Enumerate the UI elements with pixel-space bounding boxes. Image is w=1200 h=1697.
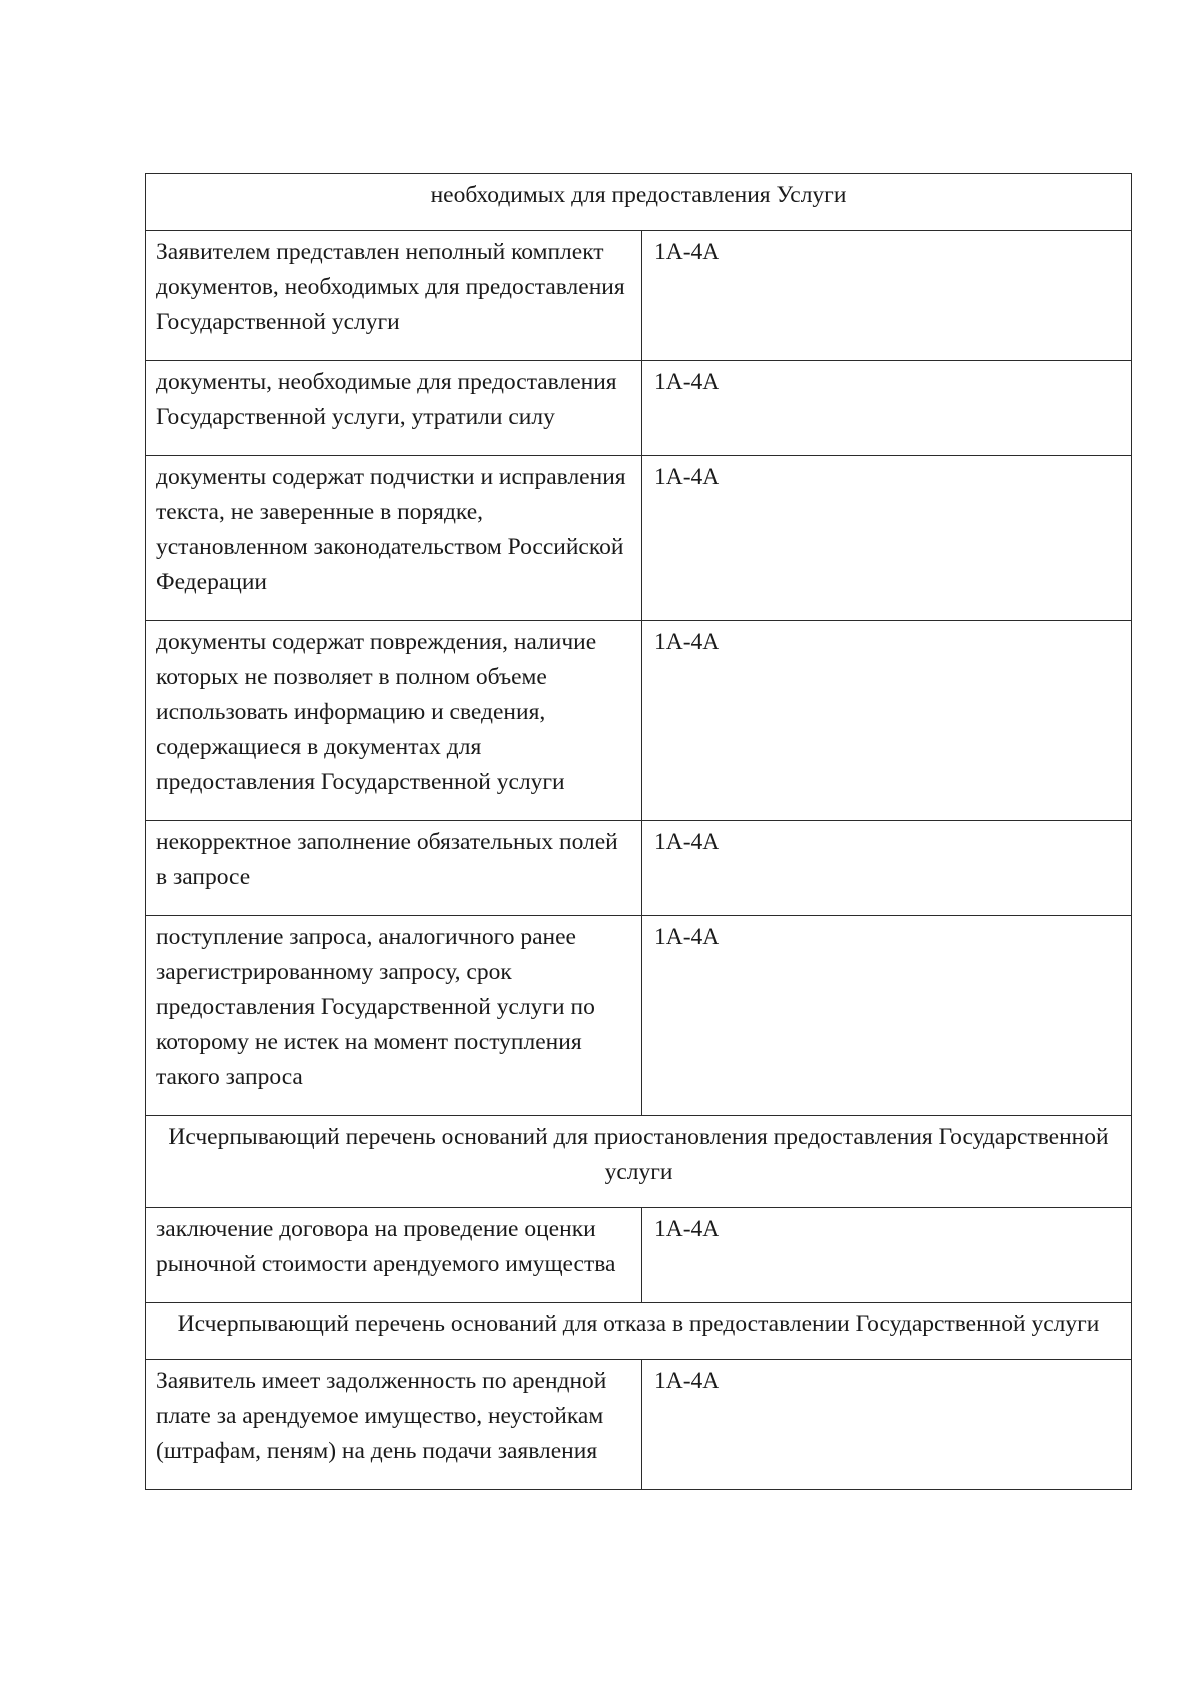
- section-header-row: [146, 174, 1132, 231]
- reason-cell: Заявитель имеет задолженность по арендной плате за арендуемое имущество, неустойкам (штрафам, пеням) на день подачи заявления: [146, 1360, 642, 1490]
- table-row: [146, 231, 1132, 361]
- reason-cell: документы, необходимые для предоставления Государственной услуги, утратили силу: [146, 361, 642, 456]
- table-row: [146, 916, 1132, 1116]
- table-row: [146, 1208, 1132, 1303]
- code-cell: 1А-4А: [642, 916, 1132, 1116]
- section-header-row: [146, 1303, 1132, 1360]
- section-header: необходимых для предоставления Услуги: [146, 174, 1132, 231]
- reason-cell: документы содержат повреждения, наличие которых не позволяет в полном объеме использовать информацию и сведения, содержащиеся в документах для предоставления Государственной услуги: [146, 621, 642, 821]
- code-cell: 1А-4А: [642, 621, 1132, 821]
- code-cell: 1А-4А: [642, 821, 1132, 916]
- grounds-table: [145, 173, 1132, 1490]
- reason-cell: Заявителем представлен неполный комплект документов, необходимых для предоставления Государственной услуги: [146, 231, 642, 361]
- reason-cell: поступление запроса, аналогичного ранее зарегистрированному запросу, срок предоставления Государственной услуги по которому не истек на момент поступления такого запроса: [146, 916, 642, 1116]
- table-row: [146, 361, 1132, 456]
- section-header-row: [146, 1116, 1132, 1208]
- section-header: Исчерпывающий перечень оснований для приостановления предоставления Государственной услуги: [146, 1116, 1132, 1208]
- reason-cell: некорректное заполнение обязательных полей в запросе: [146, 821, 642, 916]
- reason-cell: документы содержат подчистки и исправления текста, не заверенные в порядке, установленном законодательством Российской Федерации: [146, 456, 642, 621]
- table-row: [146, 621, 1132, 821]
- section-header: Исчерпывающий перечень оснований для отказа в предоставлении Государственной услуги: [146, 1303, 1132, 1360]
- table-row: [146, 456, 1132, 621]
- code-cell: 1А-4А: [642, 361, 1132, 456]
- reason-cell: заключение договора на проведение оценки рыночной стоимости арендуемого имущества: [146, 1208, 642, 1303]
- code-cell: 1А-4А: [642, 456, 1132, 621]
- code-cell: 1А-4А: [642, 1360, 1132, 1490]
- code-cell: 1А-4А: [642, 231, 1132, 361]
- table-row: [146, 821, 1132, 916]
- code-cell: 1А-4А: [642, 1208, 1132, 1303]
- table-row: [146, 1360, 1132, 1490]
